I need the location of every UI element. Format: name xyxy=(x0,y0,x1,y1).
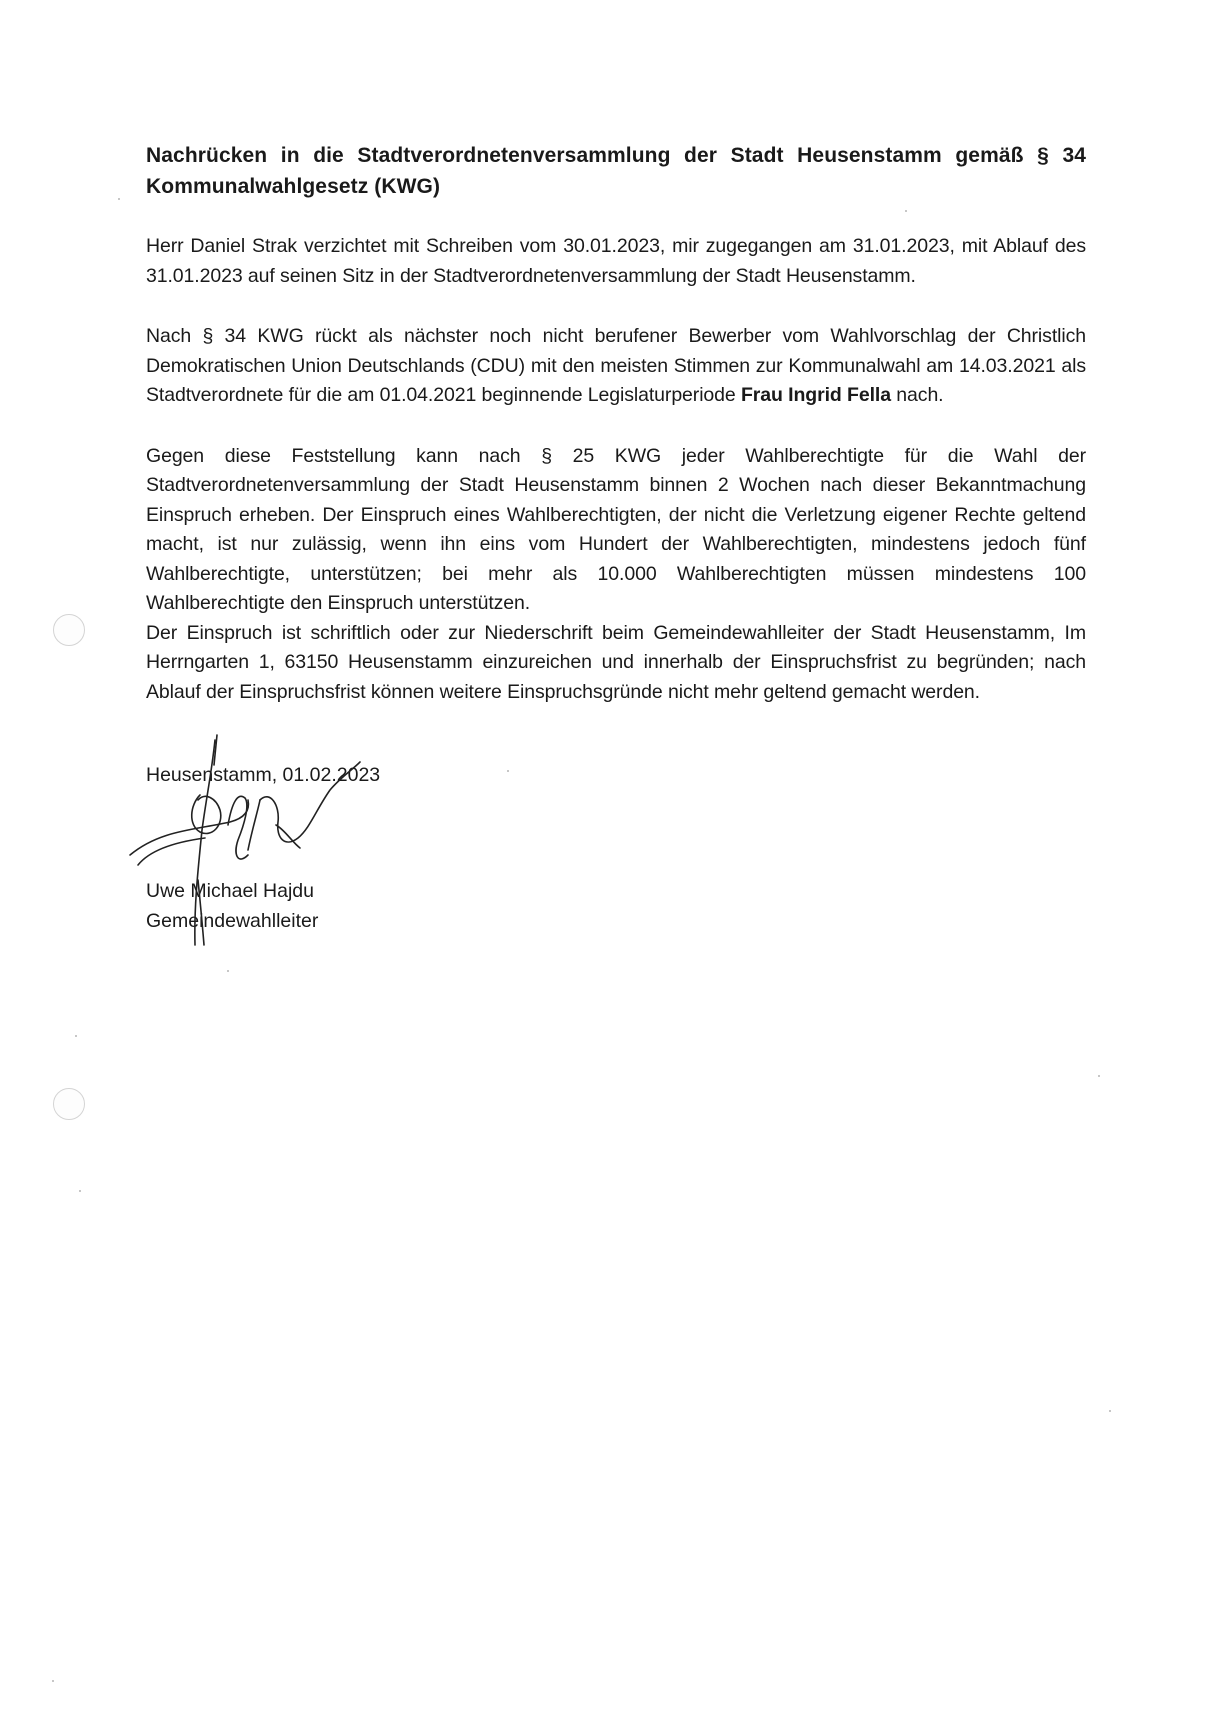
punch-hole-upper xyxy=(53,614,85,646)
punch-hole-lower xyxy=(53,1088,85,1120)
document-body xyxy=(146,140,1086,707)
signatory-role: Gemeindewahlleiter xyxy=(146,910,319,932)
handwritten-signature xyxy=(120,730,380,970)
scan-speck xyxy=(227,970,229,972)
successor-name: Frau Ingrid Fella xyxy=(740,384,891,406)
scan-speck xyxy=(1098,1075,1100,1077)
paragraph-objection-rules: Gegen diese Feststellung kann nach § 25 KWG jeder Wahlberechtigte für die Wahl der Stadtverordnetenversammlung der Stadt Heusenstamm binnen 2 Wochen nach dieser Bekanntmachung Einspruch erheben. Der Einspruch eines Wahlberechtigten, der nicht die Verletzung eigener Rechte geltend macht, ist nur zulässig, wenn ihn eins vom Hundert der Wahlberechtigten, mindestens jedoch fünf Wahlberechtigte, unterstützen; bei mehr als 10.000 Wahlberechtigten müssen mindestens 100 Wahlberechtigte den Einspruch unterstützen. xyxy=(146,444,1086,614)
place-date: Heusenstamm, 01.02.2023 xyxy=(146,764,381,786)
scan-speck xyxy=(1109,1410,1111,1412)
scan-speck xyxy=(75,1035,77,1037)
paragraph-successor-text: Nach § 34 KWG rückt als nächster noch nicht berufener Bewerber vom Wahlvorschlag der Christlich Demokratischen Union Deutschlands (CDU) mit den meisten Stimmen zur Kommunalwahl am 14.03.2021 als Stadtverordnete für die am 01.04.2021 beginnende Legislaturperiode xyxy=(146,325,1086,406)
paragraph-successor xyxy=(146,322,1086,411)
scan-speck xyxy=(52,1680,54,1682)
scan-speck xyxy=(79,1190,81,1192)
document-title: Nachrücken in die Stadtverordnetenversammlung der Stadt Heusenstamm gemäß § 34 Kommunalwahlgesetz (KWG) xyxy=(146,144,1086,198)
scan-speck xyxy=(118,198,120,200)
paragraph-resignation: Herr Daniel Strak verzichtet mit Schreiben vom 30.01.2023, mir zugegangen am 31.01.2023, mit Ablauf des 31.01.2023 auf seinen Sitz in der Stadtverordnetenversammlung der Stadt Heusenstamm. xyxy=(146,235,1086,287)
paragraph-successor-end: nach. xyxy=(890,384,944,406)
paragraph-objection-submission: Der Einspruch ist schriftlich oder zur Niederschrift beim Gemeindewahlleiter der Stadt Heusenstamm, Im Herrngarten 1, 63150 Heusenstamm einzureichen und innerhalb der Einspruchsfrist zu begründen; nach Ablauf der Einspruchsfrist können weitere Einspruchsgründe nicht mehr geltend gemacht werden. xyxy=(146,621,1086,703)
signatory-name: Uwe Michael Hajdu xyxy=(146,880,314,902)
